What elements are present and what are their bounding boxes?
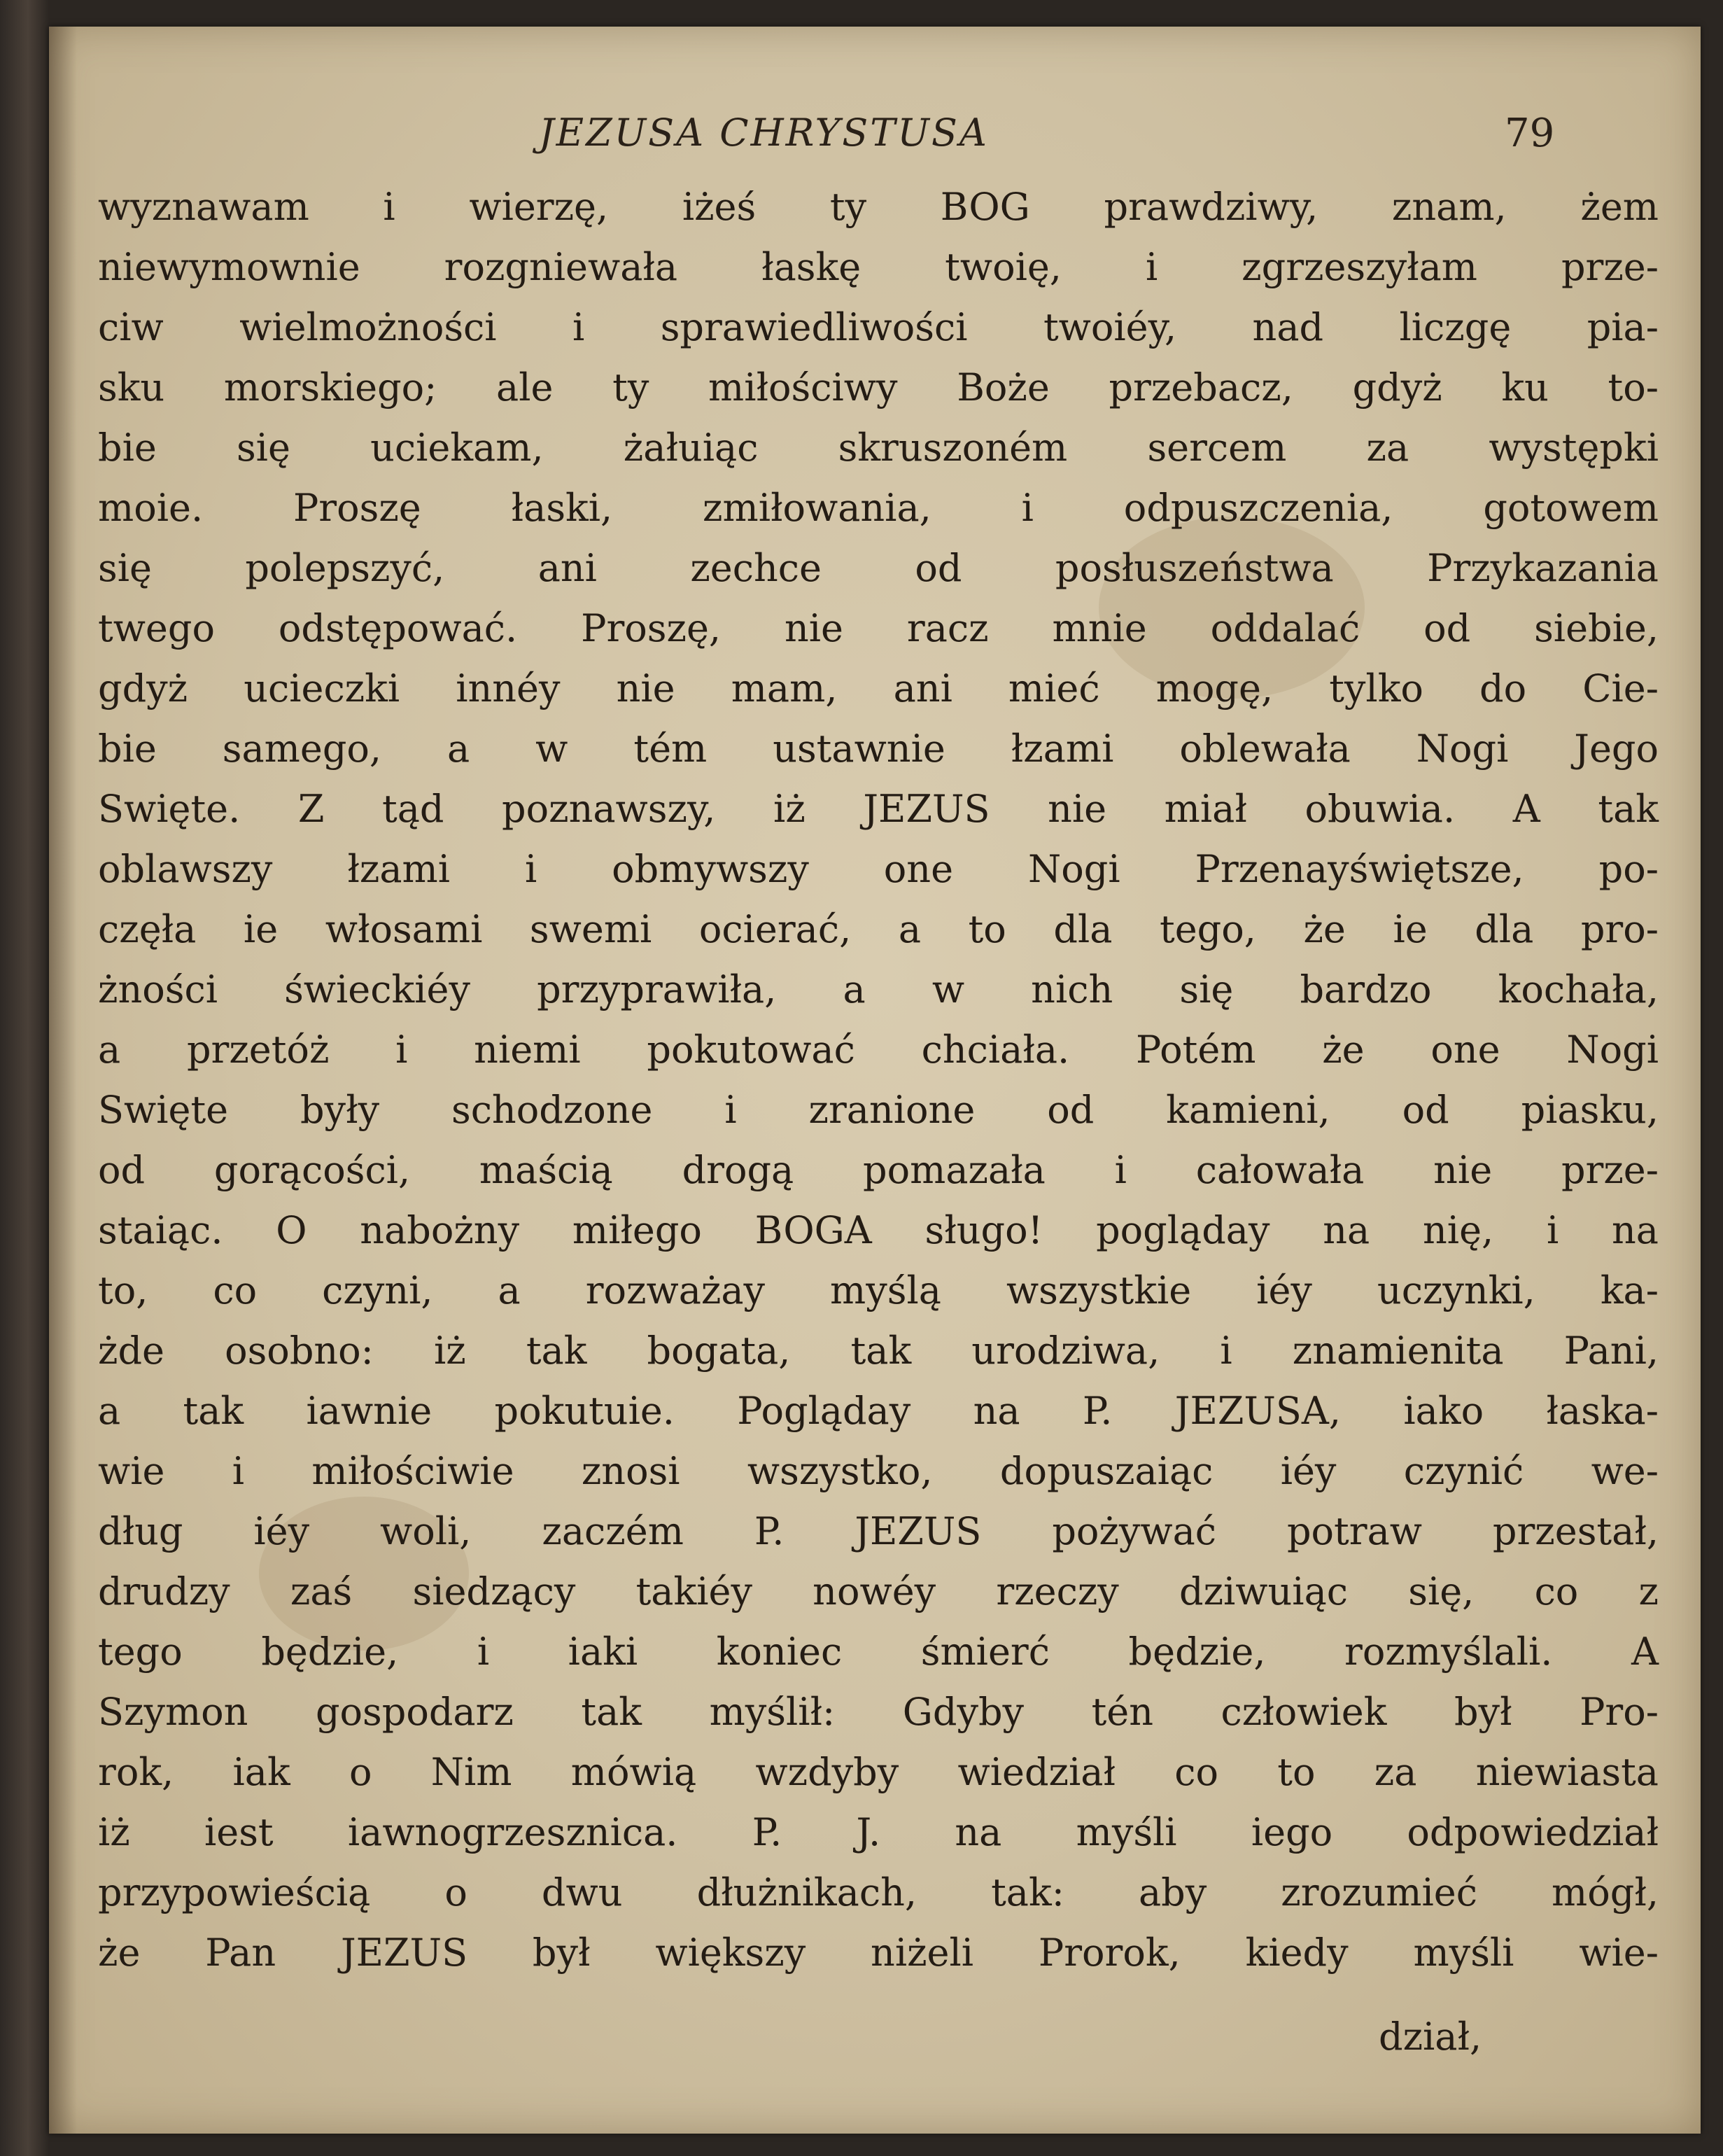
text-line: twego odstępować. Proszę, nie racz mnie oddalać od siebie, — [98, 606, 1659, 650]
text-line: Swięte. Z tąd poznawszy, iż JEZUS nie miał obuwia. A tak — [98, 787, 1659, 831]
text-line: żde osobno: iż tak bogata, tak urodziwa, i znamienita Pani, — [98, 1329, 1659, 1373]
text-line: rok, iak o Nim mówią wzdyby wiedział co to za niewiasta — [98, 1750, 1659, 1794]
text-line: częła ie włosami swemi ocierać, a to dla tego, że ie dla pro- — [98, 907, 1659, 951]
text-line: się polepszyć, ani zechce od posłuszeństwa Przykazania — [98, 546, 1659, 590]
text-line: iż iest iawnogrzesznica. P. J. na myśli iego odpowiedział — [98, 1810, 1659, 1854]
text-line: bie się uciekam, żałuiąc skruszoném sercem za występki — [98, 426, 1659, 470]
running-head — [49, 111, 1701, 181]
text-line: tego będzie, i iaki koniec śmierć będzie, rozmyślali. A — [98, 1630, 1659, 1674]
text-line: moie. Proszę łaski, zmiłowania, i odpuszczenia, gotowem — [98, 486, 1659, 530]
text-line: oblawszy łzami i obmywszy one Nogi Przenayświętsze, po- — [98, 847, 1659, 891]
text-line: że Pan JEZUS był większy niżeli Prorok, kiedy myśli wie- — [98, 1931, 1659, 1975]
page-gutter-shadow — [49, 27, 77, 2134]
text-line: drudzy zaś siedzący takiéy nowéy rzeczy dziwuiąc się, co z — [98, 1569, 1659, 1614]
text-line: wyznawam i wierzę, iżeś ty BOG prawdziwy, znam, żem — [98, 185, 1659, 229]
book-page — [49, 27, 1701, 2134]
text-line: wie i miłościwie znosi wszystko, dopuszaiąc iéy czynić we- — [98, 1449, 1659, 1493]
text-line: bie samego, a w tém ustawnie łzami oblewała Nogi Jego — [98, 727, 1659, 771]
text-line: a przetóż i niemi pokutować chciała. Potém że one Nogi — [98, 1028, 1659, 1072]
text-line: dług iéy woli, zaczém P. JEZUS pożywać potraw przestał, — [98, 1509, 1659, 1553]
text-line: gdyż ucieczki innéy nie mam, ani mieć mogę, tylko do Cie- — [98, 666, 1659, 710]
text-line: to, co czyni, a rozważay myślą wszystkie iéy uczynki, ka- — [98, 1268, 1659, 1312]
text-line: Szymon gospodarz tak myślił: Gdyby tén człowiek był Pro- — [98, 1690, 1659, 1734]
text-line: przypowieścią o dwu dłużnikach, tak: aby zrozumieć mógł, — [98, 1870, 1659, 1914]
body-text — [98, 177, 1659, 1983]
text-line: od gorącości, maścią drogą pomazała i całowała nie prze- — [98, 1148, 1659, 1192]
text-line: staiąc. O nabożny miłego BOGA sługo! pogląday na nię, i na — [98, 1208, 1659, 1252]
text-line: ciw wielmożności i sprawiedliwości twoiéy, nad liczgę pia- — [98, 305, 1659, 349]
text-line: sku morskiego; ale ty miłościwy Boże przebacz, gdyż ku to- — [98, 365, 1659, 410]
page-number: 79 — [1505, 111, 1555, 156]
text-line: niewymownie rozgniewała łaskę twoię, i zgrzeszyłam prze- — [98, 245, 1659, 289]
catchword: dział, — [1379, 2015, 1482, 2059]
text-line: Swięte były schodzone i zranione od kamieni, od piasku, — [98, 1088, 1659, 1132]
running-head-title: JEZUSA CHRYSTUSA — [539, 111, 989, 155]
text-line: a tak iawnie pokutuie. Pogląday na P. JEZUSA, iako łaska- — [98, 1389, 1659, 1433]
text-line: żności świeckiéy przyprawiła, a w nich się bardzo kochała, — [98, 967, 1659, 1011]
